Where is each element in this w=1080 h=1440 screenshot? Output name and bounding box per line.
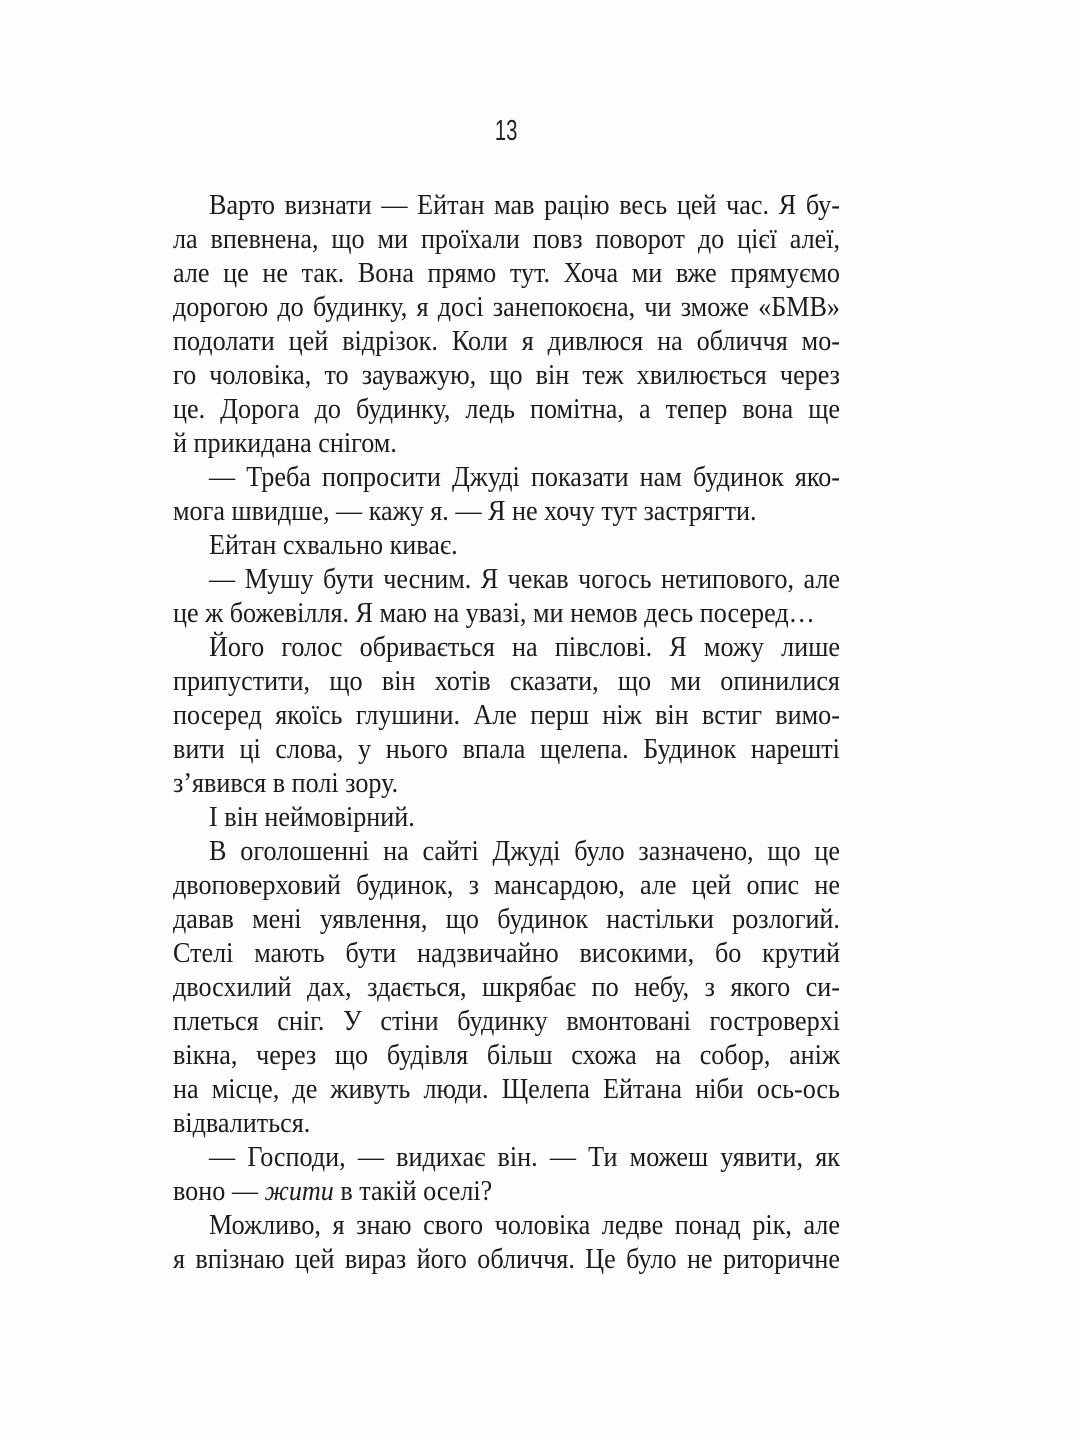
text-segment: мога швидше, — кажу я. — Я не хочу тут застрягти. bbox=[173, 495, 757, 527]
word: дорогою bbox=[173, 291, 269, 323]
text-line bbox=[173, 630, 840, 664]
word: гостроверхі bbox=[709, 1005, 841, 1037]
word: теж bbox=[582, 359, 624, 391]
word: на bbox=[383, 835, 409, 867]
word: ось-ось bbox=[756, 1073, 840, 1105]
word: Вона bbox=[357, 257, 414, 289]
text-line bbox=[173, 800, 840, 834]
word: визнати bbox=[284, 189, 372, 221]
word: крутий bbox=[762, 937, 841, 969]
word: шкрябає bbox=[482, 971, 577, 1003]
word: оголошенні bbox=[240, 835, 370, 867]
word: але bbox=[640, 869, 677, 901]
text-segment: Ейтан схвально киває. bbox=[209, 529, 458, 561]
word: мені bbox=[252, 903, 302, 935]
word: обличчя bbox=[696, 325, 788, 357]
word: стіни bbox=[380, 1005, 439, 1037]
word: Треба bbox=[246, 461, 311, 493]
word: опинилися bbox=[720, 665, 840, 697]
text-line bbox=[173, 766, 840, 800]
word: Але bbox=[473, 699, 517, 731]
text-line bbox=[173, 392, 840, 426]
word: сніг. bbox=[277, 1005, 325, 1037]
word: лише bbox=[781, 631, 840, 663]
word: хотів bbox=[434, 665, 491, 697]
word: свого bbox=[423, 1209, 484, 1241]
word: цей bbox=[691, 869, 732, 901]
word: ці bbox=[239, 733, 261, 765]
word: Хоча bbox=[563, 257, 619, 289]
word: то bbox=[324, 359, 349, 391]
word: що bbox=[329, 665, 363, 697]
word: дивлюся bbox=[547, 325, 644, 357]
text-line bbox=[173, 970, 840, 1004]
word: — bbox=[549, 1141, 576, 1173]
word: це. bbox=[173, 393, 206, 425]
word: рік, bbox=[752, 1209, 792, 1241]
word: мансардою, bbox=[494, 869, 625, 901]
word: ледве bbox=[601, 1209, 664, 1241]
word: ми bbox=[670, 665, 701, 697]
text-segment: це ж божевілля. Я маю на увазі, ми немов десь посеред… bbox=[173, 597, 815, 629]
text-block bbox=[173, 188, 840, 1276]
text-line bbox=[173, 1140, 840, 1174]
word: мав bbox=[494, 189, 535, 221]
word: показати bbox=[530, 461, 629, 493]
text-line bbox=[173, 936, 840, 970]
word: чогось bbox=[578, 563, 652, 595]
word: як bbox=[815, 1141, 840, 1173]
word: з bbox=[468, 869, 479, 901]
word: зможе bbox=[680, 291, 749, 323]
word: вираз bbox=[344, 1243, 407, 1275]
word: знаю bbox=[356, 1209, 412, 1241]
word: впізнаю bbox=[195, 1243, 285, 1275]
text-segment: воно — bbox=[173, 1175, 265, 1207]
word: бути bbox=[345, 937, 397, 969]
word: перш bbox=[530, 699, 590, 731]
word: опис bbox=[746, 869, 800, 901]
word: він bbox=[535, 359, 570, 391]
word: плеться bbox=[173, 1005, 259, 1037]
word: сказати, bbox=[509, 665, 599, 697]
word: обривається bbox=[359, 631, 495, 663]
word: Господи, bbox=[247, 1141, 346, 1173]
word: цей bbox=[676, 189, 717, 221]
word: чоловіка, bbox=[209, 359, 312, 391]
word: схожа bbox=[571, 1039, 637, 1071]
word: глушини. bbox=[355, 699, 460, 731]
text-line bbox=[173, 290, 840, 324]
word: будинок, bbox=[356, 869, 454, 901]
word: давав bbox=[173, 903, 234, 935]
word: слова, bbox=[275, 733, 344, 765]
word: що bbox=[489, 359, 523, 391]
word: нетипового, bbox=[661, 563, 795, 595]
word: у bbox=[357, 733, 372, 765]
word: Я bbox=[480, 563, 499, 595]
word: будинку, bbox=[356, 393, 451, 425]
word: Щелепа bbox=[501, 1073, 590, 1105]
text-line bbox=[173, 358, 840, 392]
word: Джуді bbox=[451, 461, 520, 493]
word: нарешті bbox=[750, 733, 840, 765]
word: ми bbox=[377, 223, 409, 255]
word: можу bbox=[703, 631, 765, 663]
word: що bbox=[767, 835, 801, 867]
word: небу, bbox=[634, 971, 690, 1003]
word: двосхилий bbox=[173, 971, 292, 1003]
text-line bbox=[173, 1106, 840, 1140]
word: яко- bbox=[794, 461, 841, 493]
word: Джуді bbox=[492, 835, 561, 867]
word: весь bbox=[619, 189, 668, 221]
word: — bbox=[357, 1141, 384, 1173]
word: але bbox=[803, 563, 840, 595]
word: Можливо, bbox=[209, 1209, 321, 1241]
word: повз bbox=[532, 223, 583, 255]
word: я bbox=[521, 325, 534, 357]
word: чи bbox=[644, 291, 672, 323]
text-line bbox=[173, 698, 840, 732]
word: нього bbox=[385, 733, 448, 765]
word: це bbox=[223, 257, 249, 289]
word: що bbox=[445, 903, 479, 935]
word: встиг bbox=[702, 699, 762, 731]
word: хвилюється bbox=[636, 359, 767, 391]
word: ла bbox=[173, 223, 198, 255]
word: впевнена, bbox=[210, 223, 319, 255]
word: чесним. bbox=[383, 563, 472, 595]
word: він bbox=[381, 665, 416, 697]
text-line bbox=[173, 664, 840, 698]
word: В bbox=[209, 835, 227, 867]
word: я bbox=[173, 1243, 186, 1275]
word: відрізок. bbox=[342, 325, 438, 357]
text-line bbox=[173, 1208, 840, 1242]
word: понад bbox=[674, 1209, 741, 1241]
word: сайті bbox=[422, 835, 479, 867]
word: тут. bbox=[509, 257, 551, 289]
word: живуть bbox=[330, 1073, 411, 1105]
word: — bbox=[209, 563, 236, 595]
word: ніби bbox=[695, 1073, 744, 1105]
text-line bbox=[173, 460, 840, 494]
word: бу- bbox=[805, 189, 840, 221]
text-line bbox=[173, 324, 840, 358]
word: уявлення, bbox=[319, 903, 428, 935]
word: на bbox=[657, 325, 683, 357]
word: будинок bbox=[497, 903, 589, 935]
text-line bbox=[173, 528, 840, 562]
word: до bbox=[314, 393, 341, 425]
word: якого bbox=[730, 971, 791, 1003]
word: зазначено, bbox=[638, 835, 754, 867]
word: з bbox=[704, 971, 716, 1003]
word: можеш bbox=[629, 1141, 709, 1173]
word: якоїсь bbox=[275, 699, 343, 731]
word: так. bbox=[301, 257, 345, 289]
text-line bbox=[173, 494, 840, 528]
word: аніж bbox=[789, 1039, 840, 1071]
word: ми bbox=[631, 257, 663, 289]
word: — bbox=[209, 1141, 236, 1173]
word: собор, bbox=[699, 1039, 771, 1071]
word: через bbox=[256, 1039, 317, 1071]
word: тепер bbox=[665, 393, 728, 425]
word: си- bbox=[805, 971, 840, 1003]
text-line bbox=[173, 1242, 840, 1276]
text-segment: й прикидана снігом. bbox=[173, 427, 397, 459]
word: люди. bbox=[423, 1073, 489, 1105]
word: де bbox=[292, 1073, 318, 1105]
word: час. bbox=[726, 189, 770, 221]
text-line bbox=[173, 426, 840, 460]
word: на bbox=[173, 1073, 199, 1105]
word: мають bbox=[254, 937, 325, 969]
word: дах, bbox=[307, 971, 352, 1003]
word: не bbox=[262, 257, 288, 289]
word: Коли bbox=[451, 325, 508, 357]
word: вона bbox=[742, 393, 794, 425]
word: уявити, bbox=[720, 1141, 804, 1173]
word: на bbox=[512, 631, 538, 663]
word: Стелі bbox=[173, 937, 234, 969]
text-line bbox=[173, 868, 840, 902]
word: високими, bbox=[579, 937, 695, 969]
word: будинку bbox=[457, 1005, 548, 1037]
word: алеї, bbox=[789, 223, 841, 255]
word: двоповерховий bbox=[173, 869, 341, 901]
text-line bbox=[173, 222, 840, 256]
word: але bbox=[803, 1209, 840, 1241]
word: прямуємо bbox=[730, 257, 840, 289]
text-line bbox=[173, 596, 840, 630]
word: Його bbox=[209, 631, 265, 663]
word: але bbox=[173, 257, 210, 289]
word: прямо bbox=[427, 257, 497, 289]
word: Це bbox=[585, 1243, 616, 1275]
text-line bbox=[173, 1038, 840, 1072]
word: вити bbox=[173, 733, 225, 765]
text-line bbox=[173, 1072, 840, 1106]
text-segment: в такій оселі? bbox=[333, 1175, 493, 1207]
word: рацію bbox=[544, 189, 610, 221]
word: занепокоєна, bbox=[492, 291, 636, 323]
word: мо- bbox=[801, 325, 841, 357]
word: Будинок bbox=[643, 733, 737, 765]
text-line bbox=[173, 732, 840, 766]
word: посеред bbox=[173, 699, 262, 731]
italic-text: жити bbox=[264, 1175, 334, 1207]
word: це bbox=[814, 835, 841, 867]
word: досі bbox=[437, 291, 484, 323]
word: будинку, bbox=[312, 291, 408, 323]
word: розлогий. bbox=[732, 903, 840, 935]
word: не bbox=[814, 869, 840, 901]
word: цієї bbox=[737, 223, 777, 255]
word: зауважую, bbox=[361, 359, 477, 391]
word: цей bbox=[288, 325, 329, 357]
word: Я bbox=[778, 189, 797, 221]
word: було bbox=[574, 835, 625, 867]
word: що bbox=[334, 1039, 369, 1071]
word: припустити, bbox=[173, 665, 311, 697]
word: Варто bbox=[209, 189, 275, 221]
text-line bbox=[173, 188, 840, 222]
word: він bbox=[655, 699, 689, 731]
word: будівля bbox=[386, 1039, 469, 1071]
word: я bbox=[416, 291, 429, 323]
word: ніж bbox=[602, 699, 642, 731]
page-number-row bbox=[173, 117, 840, 146]
text-line bbox=[173, 1004, 840, 1038]
word: до bbox=[277, 291, 304, 323]
word: не bbox=[686, 1243, 713, 1275]
text-line bbox=[173, 1174, 840, 1208]
word: впала bbox=[462, 733, 526, 765]
word: бо bbox=[714, 937, 742, 969]
text-segment: І він неймовірний. bbox=[209, 801, 415, 833]
word: подолати bbox=[173, 325, 275, 357]
word: щелепа. bbox=[540, 733, 629, 765]
word: Ейтан bbox=[417, 189, 485, 221]
word: більш bbox=[486, 1039, 553, 1071]
word: що bbox=[331, 223, 365, 255]
page-number: 13 bbox=[495, 115, 518, 147]
text-line bbox=[173, 256, 840, 290]
text-segment: з’явився в полі зору. bbox=[173, 767, 399, 799]
word: — bbox=[381, 189, 408, 221]
word: на bbox=[655, 1039, 681, 1071]
word: що bbox=[617, 665, 652, 697]
word: до bbox=[697, 223, 725, 255]
text-line bbox=[173, 902, 840, 936]
word: він. bbox=[497, 1141, 538, 1173]
word: я bbox=[332, 1209, 345, 1241]
word: проїхали bbox=[420, 223, 520, 255]
text-segment: відвалиться. bbox=[173, 1107, 311, 1139]
word: Мушу bbox=[244, 563, 314, 595]
word: бути bbox=[322, 563, 374, 595]
word: «БМВ» bbox=[758, 291, 840, 323]
word: Я bbox=[669, 631, 687, 663]
word: надзвичайно bbox=[417, 937, 559, 969]
word: Ти bbox=[588, 1141, 618, 1173]
word: чекав bbox=[507, 563, 569, 595]
word: його bbox=[416, 1243, 467, 1275]
word: поворот bbox=[595, 223, 685, 255]
word: риторичне bbox=[722, 1243, 840, 1275]
word: вимо- bbox=[775, 699, 840, 731]
word: видихає bbox=[396, 1141, 486, 1173]
word: настільки bbox=[606, 903, 714, 935]
word: го bbox=[173, 359, 197, 391]
word: здається, bbox=[367, 971, 467, 1003]
word: ледь bbox=[465, 393, 515, 425]
word: У bbox=[343, 1005, 362, 1037]
word: будинок bbox=[692, 461, 784, 493]
word: вмонтовані bbox=[566, 1005, 691, 1037]
word: через bbox=[779, 359, 840, 391]
word: цей bbox=[294, 1243, 335, 1275]
word: було bbox=[626, 1243, 677, 1275]
word: нам bbox=[639, 461, 682, 493]
word: Ейтана bbox=[603, 1073, 682, 1105]
text-line bbox=[173, 562, 840, 596]
word: місце, bbox=[211, 1073, 280, 1105]
word: ще bbox=[808, 393, 840, 425]
word: попросити bbox=[321, 461, 441, 493]
word: — bbox=[209, 461, 236, 493]
word: вже bbox=[675, 257, 717, 289]
word: чоловіка bbox=[494, 1209, 591, 1241]
word: Дорога bbox=[220, 393, 300, 425]
word: обличчя. bbox=[477, 1243, 575, 1275]
word: вікна, bbox=[173, 1039, 238, 1071]
word: по bbox=[591, 971, 619, 1003]
word: помітна, bbox=[529, 393, 624, 425]
word: півслові. bbox=[554, 631, 653, 663]
word: голос bbox=[281, 631, 343, 663]
word: а bbox=[638, 393, 651, 425]
text-line bbox=[173, 834, 840, 868]
